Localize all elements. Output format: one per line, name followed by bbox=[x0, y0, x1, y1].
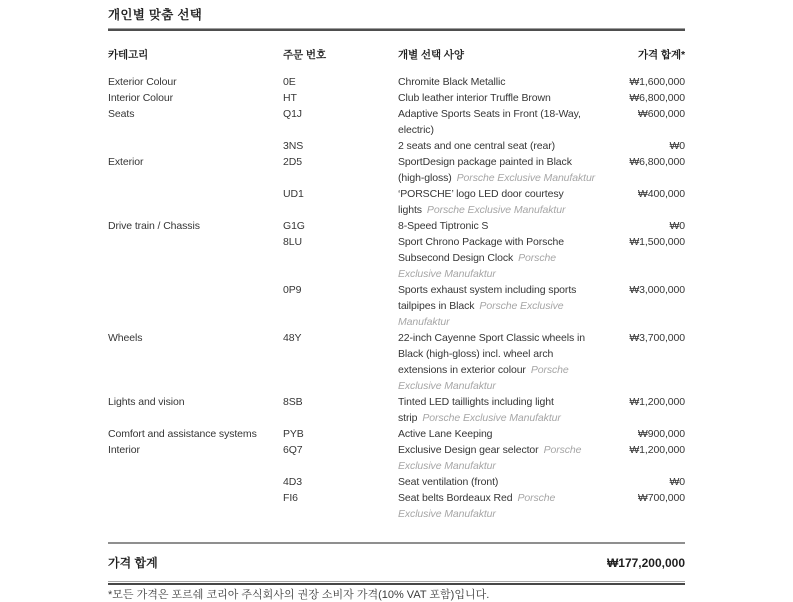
description-cell bbox=[398, 394, 608, 426]
table-row bbox=[108, 186, 685, 218]
price-cell: ₩6,800,000 bbox=[629, 156, 685, 168]
order-code-cell: 2D5 bbox=[283, 156, 302, 168]
price-cell: ₩600,000 bbox=[637, 108, 685, 120]
order-code-cell: G1G bbox=[283, 220, 305, 232]
order-code-cell: HT bbox=[283, 92, 297, 104]
order-code-cell: PYB bbox=[283, 428, 304, 440]
description-cell bbox=[398, 234, 608, 282]
option-description: Sports exhaust system including sports tailpipes in Black bbox=[398, 284, 577, 312]
category-cell: Exterior Colour bbox=[108, 76, 177, 88]
category-cell: Comfort and assistance systems bbox=[108, 428, 257, 440]
summary-row bbox=[108, 555, 685, 571]
option-description: Tinted LED taillights including light strip bbox=[398, 396, 554, 424]
order-code-cell: UD1 bbox=[283, 188, 304, 200]
option-description: ‘PORSCHE’ logo LED door courtesy lights bbox=[398, 188, 564, 216]
table-row bbox=[108, 330, 685, 394]
exclusive-manufaktur-label: Porsche Exclusive Manufaktur bbox=[422, 412, 561, 424]
price-cell: ₩0 bbox=[669, 220, 685, 232]
page-title: 개인별 맞춤 선택 bbox=[108, 8, 203, 22]
table-row bbox=[108, 90, 685, 106]
price-cell: ₩900,000 bbox=[637, 428, 685, 440]
description-cell bbox=[398, 282, 608, 330]
summary-divider-bottom bbox=[108, 581, 685, 585]
price-cell: ₩3,000,000 bbox=[629, 284, 685, 296]
option-description: Adaptive Sports Seats in Front (18-Way, electric) bbox=[398, 108, 581, 136]
table-header-row bbox=[108, 47, 685, 63]
exclusive-manufaktur-label: Porsche Exclusive Manufaktur bbox=[426, 204, 566, 216]
option-description: Seat belts Bordeaux Red bbox=[398, 492, 513, 504]
order-code-cell: 0E bbox=[283, 76, 296, 88]
order-code-cell: 3NS bbox=[283, 140, 304, 152]
exclusive-manufaktur-label: Porsche Exclusive Manufaktur bbox=[398, 444, 582, 472]
option-description: Club leather interior Truffle Brown bbox=[398, 92, 551, 104]
exclusive-manufaktur-label: Porsche Exclusive Manufaktur bbox=[398, 364, 569, 392]
order-code-cell: 0P9 bbox=[283, 284, 302, 296]
table-row bbox=[108, 426, 685, 442]
category-cell: Interior Colour bbox=[108, 92, 174, 104]
header-order-number: 주문 번호 bbox=[283, 49, 326, 61]
table-row bbox=[108, 138, 685, 154]
header-price: 가격 합계* bbox=[638, 49, 685, 61]
summary-divider-top bbox=[108, 542, 685, 544]
table-row bbox=[108, 490, 685, 522]
order-code-cell: 4D3 bbox=[283, 476, 302, 488]
description-cell bbox=[398, 154, 608, 186]
summary-label: 가격 합계 bbox=[108, 556, 158, 570]
price-cell: ₩6,800,000 bbox=[629, 92, 685, 104]
price-cell: ₩400,000 bbox=[637, 188, 685, 200]
header-description: 개별 선택 사양 bbox=[398, 49, 464, 61]
table-row bbox=[108, 474, 685, 490]
option-description: Chromite Black Metallic bbox=[398, 76, 506, 88]
order-code-cell: 48Y bbox=[283, 332, 302, 344]
order-code-cell: FI6 bbox=[283, 492, 298, 504]
price-cell: ₩3,700,000 bbox=[629, 332, 685, 344]
option-description: Exclusive Design gear selector bbox=[398, 444, 539, 456]
category-cell: Drive train / Chassis bbox=[108, 220, 200, 232]
price-cell: ₩0 bbox=[669, 476, 685, 488]
order-code-cell: Q1J bbox=[283, 108, 302, 120]
option-description: Active Lane Keeping bbox=[398, 428, 493, 440]
options-table bbox=[108, 47, 685, 522]
table-row bbox=[108, 106, 685, 138]
table-body bbox=[108, 74, 685, 522]
order-code-cell: 8LU bbox=[283, 236, 302, 248]
category-cell: Wheels bbox=[108, 332, 143, 344]
order-code-cell: 8SB bbox=[283, 396, 303, 408]
table-row bbox=[108, 394, 685, 426]
option-description: 8-Speed Tiptronic S bbox=[398, 220, 489, 232]
category-cell: Lights and vision bbox=[108, 396, 185, 408]
table-row bbox=[108, 154, 685, 186]
summary-total-value: ₩177,200,000 bbox=[606, 556, 685, 570]
description-cell bbox=[398, 426, 608, 442]
exclusive-manufaktur-label: Porsche Exclusive Manufaktur bbox=[398, 492, 556, 520]
header-category: 카테고리 bbox=[108, 49, 149, 61]
category-cell: Seats bbox=[108, 108, 135, 120]
description-cell bbox=[398, 218, 608, 234]
price-cell: ₩1,200,000 bbox=[629, 444, 685, 456]
option-description: SportDesign package painted in Black (high-gloss) bbox=[398, 156, 572, 184]
description-cell bbox=[398, 186, 608, 218]
table-row bbox=[108, 282, 685, 330]
title-divider bbox=[108, 28, 685, 31]
description-cell bbox=[398, 330, 608, 394]
description-cell bbox=[398, 490, 608, 522]
option-description: 22-inch Cayenne Sport Classic wheels in Black (high-gloss) incl. wheel arch extensions in exterior colour bbox=[398, 332, 585, 376]
price-cell: ₩0 bbox=[669, 140, 685, 152]
description-cell bbox=[398, 442, 608, 474]
price-cell: ₩1,200,000 bbox=[629, 396, 685, 408]
price-cell: ₩700,000 bbox=[637, 492, 685, 504]
order-code-cell: 6Q7 bbox=[283, 444, 303, 456]
price-footnote: *모든 가격은 포르쉐 코리아 주식회사의 권장 소비자 가격(10% VAT 포함)입니다. bbox=[108, 589, 490, 601]
table-row bbox=[108, 234, 685, 282]
description-cell bbox=[398, 106, 608, 138]
description-cell bbox=[398, 474, 608, 490]
option-description: Sport Chrono Package with Porsche Subsecond Design Clock bbox=[398, 236, 564, 264]
price-cell: ₩1,500,000 bbox=[629, 236, 685, 248]
description-cell bbox=[398, 90, 608, 106]
price-list-document bbox=[108, 0, 685, 522]
table-row bbox=[108, 218, 685, 234]
option-description: 2 seats and one central seat (rear) bbox=[398, 140, 556, 152]
exclusive-manufaktur-label: Porsche Exclusive Manufaktur bbox=[456, 172, 596, 184]
table-row bbox=[108, 442, 685, 474]
option-description: Seat ventilation (front) bbox=[398, 476, 499, 488]
description-cell bbox=[398, 138, 608, 154]
category-cell: Interior bbox=[108, 444, 140, 456]
description-cell bbox=[398, 74, 608, 90]
exclusive-manufaktur-label: Porsche Exclusive Manufaktur bbox=[398, 300, 564, 328]
category-cell: Exterior bbox=[108, 156, 144, 168]
table-row bbox=[108, 74, 685, 90]
exclusive-manufaktur-label: Porsche Exclusive Manufaktur bbox=[398, 252, 556, 280]
price-cell: ₩1,600,000 bbox=[629, 76, 685, 88]
summary-section bbox=[108, 542, 685, 602]
